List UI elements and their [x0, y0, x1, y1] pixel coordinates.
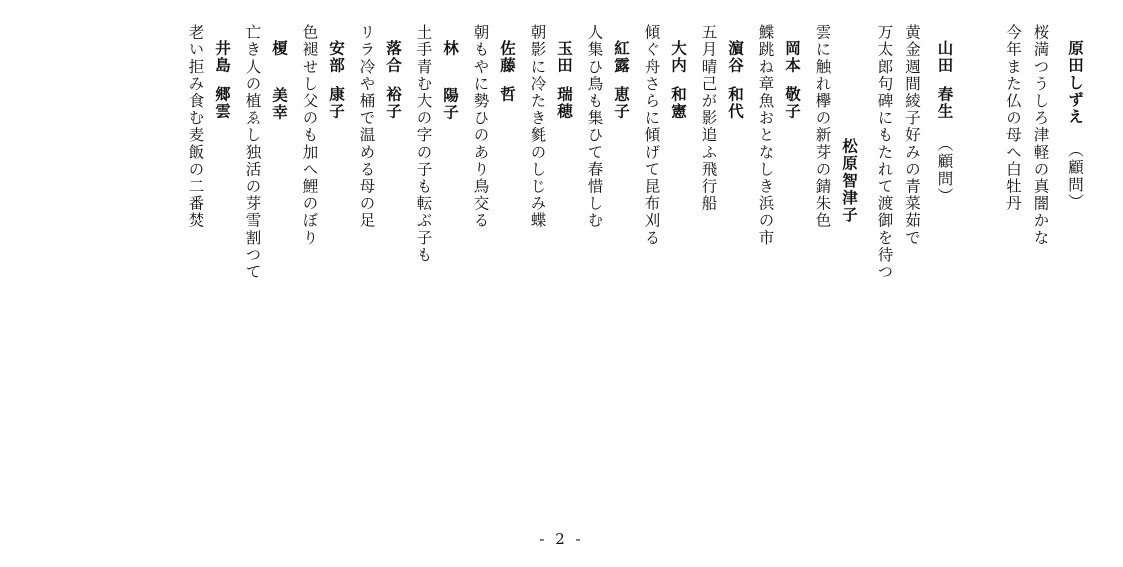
haiku-line: 傾ぐ舟さらに傾げて昆布刈る — [642, 24, 661, 247]
author-name — [386, 20, 402, 120]
author-family-name: 玉田 — [555, 40, 574, 75]
author-family-name: 紅露 — [612, 40, 631, 75]
author-family-name: 榎 — [270, 40, 289, 58]
author-name — [1067, 20, 1084, 210]
author-family-name: 安部 — [327, 40, 346, 75]
author-family-name: 林 — [441, 40, 460, 58]
haiku-line: 今年また仏の母へ白牡丹 — [1004, 24, 1022, 213]
haiku-line: 人集ひ鳥も集ひて春惜しむ — [585, 24, 604, 230]
author-note: （顧問） — [1066, 141, 1084, 210]
author-family-name: 山田 — [935, 40, 955, 75]
author-given-name: 春生 — [935, 86, 955, 121]
author-name — [443, 20, 459, 121]
author-given-name: 和憲 — [669, 86, 688, 121]
author-name — [272, 20, 288, 121]
haiku-line: 雲に触れ欅の新芽の錆朱色 — [813, 24, 832, 230]
author-name — [785, 20, 801, 120]
author-name — [215, 20, 231, 120]
haiku-line: 黄金週間綾子好みの青菜茹で — [903, 24, 921, 247]
author-given-name: 恵子 — [612, 86, 631, 121]
author-family-name: 原田しずえ — [1066, 40, 1085, 126]
author-given-name: 瑞穂 — [555, 86, 574, 121]
haiku-line: 土手青む大の字の子も転ぶ子も — [414, 24, 433, 264]
author-family-name: 佐藤 — [498, 40, 517, 75]
author-given-name: 裕子 — [384, 86, 403, 121]
author-name — [936, 20, 953, 205]
haiku-line: 老い拒み食む麦飯の二番焚 — [186, 24, 205, 230]
author-name — [557, 20, 573, 120]
haiku-columns — [187, 20, 1083, 340]
haiku-line: 朝もやに勢ひのあり鳥交る — [471, 24, 490, 230]
author-name — [329, 20, 345, 120]
haiku-line: 亡き人の植ゑし独活の芽雪割つて — [243, 24, 262, 281]
author-name — [728, 20, 744, 120]
haiku-line: 朝影に冷たき毿のしじみ蝶 — [528, 24, 547, 230]
haiku-line: 万太郎句碑にもたれて渡御を待つ — [875, 24, 894, 281]
author-given-name: 美幸 — [270, 87, 289, 122]
haiku-line: 五月晴己が影追ふ飛行船 — [699, 24, 718, 213]
author-given-name: 康子 — [327, 86, 346, 121]
author-given-name: 哲 — [498, 86, 517, 104]
haiku-line: 鰈跳ね章魚おとなしき浜の市 — [756, 24, 775, 247]
author-name — [671, 20, 687, 120]
author-given-name: 郷雲 — [213, 86, 232, 121]
author-given-name: 陽子 — [441, 87, 460, 122]
haiku-line: リラ冷や桶で温める母の足 — [357, 24, 376, 230]
author-family-name: 落合 — [384, 40, 403, 75]
author-given-name: 敬子 — [783, 86, 802, 121]
author-family-name: 大内 — [669, 40, 688, 75]
author-name — [500, 20, 516, 103]
author-family-name: 岡本 — [783, 40, 802, 75]
author-family-name: 井島 — [213, 40, 232, 75]
author-name — [614, 20, 630, 120]
author-given-name: 和代 — [726, 86, 745, 121]
author-family-name: 松原智津子 — [840, 138, 859, 224]
author-note: （顧問） — [935, 136, 954, 205]
haiku-line: 色褪せし父のも加へ鯉のぼり — [300, 24, 319, 247]
haiku-line: 桜満つうしろ津軽の真闇かな — [1031, 24, 1050, 247]
author-name — [842, 20, 858, 224]
author-family-name: 濵谷 — [726, 40, 745, 75]
page-number: - 2 - — [539, 530, 584, 548]
